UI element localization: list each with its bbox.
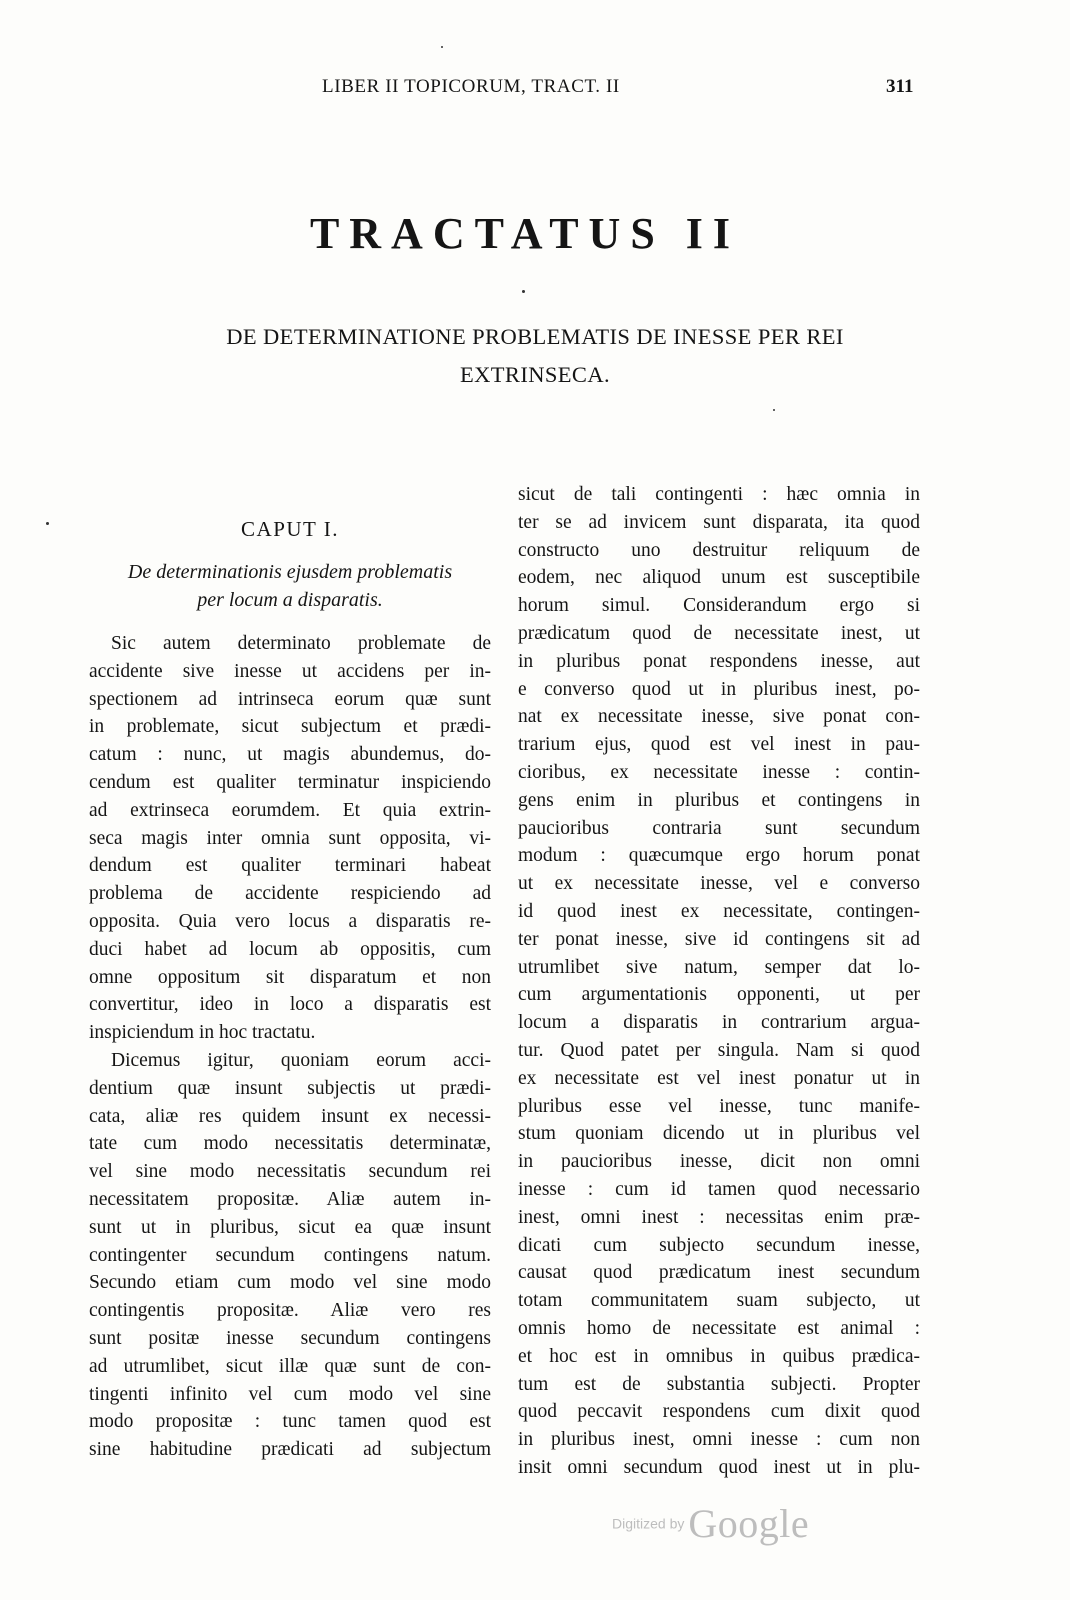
running-head	[0, 76, 1070, 106]
tract-subtitle-line: DE DETERMINATIONE PROBLEMATIS DE INESSE PER REI	[226, 324, 844, 349]
left-column	[89, 481, 491, 1464]
text-line: locum a disparatis in contrarium argua-	[518, 1012, 920, 1034]
text-line: paucioribus contraria sunt secundum	[518, 817, 920, 839]
text-line: sicut de tali contingenti : hæc omnia in	[518, 484, 920, 505]
running-title: LIBER II TOPICORUM, TRACT. II	[322, 76, 620, 97]
text-line: utrumlibet sive natum, semper dat lo-	[518, 956, 920, 978]
text-line: ad utrumlibet, sicut illæ quæ sunt de con-	[89, 1355, 491, 1377]
watermark	[612, 1500, 809, 1550]
text-line: contingentis propositæ. Aliæ vero res	[89, 1300, 491, 1322]
text-line: modo propositæ : tunc tamen quod est	[89, 1411, 491, 1433]
text-line: in paucioribus inesse, dicit non omni	[518, 1151, 920, 1173]
speck	[441, 46, 443, 48]
text-line: Sic autem determinato problemate de	[111, 633, 491, 654]
text-line: convertitur, ideo in loco a disparatis est	[89, 994, 491, 1016]
tract-subtitle	[120, 318, 950, 394]
text-line: problema de accidente respiciendo ad	[89, 883, 491, 905]
text-line: horum simul. Considerandum ergo si	[518, 595, 920, 617]
text-line: et hoc est in omnibus in quibus prædica-	[518, 1345, 920, 1367]
tract-subtitle-line: EXTRINSECA.	[459, 362, 611, 387]
speck	[46, 522, 49, 525]
text-line: Secundo etiam cum modo vel sine modo	[89, 1272, 491, 1294]
text-line: dendum est qualiter terminari habeat	[89, 855, 491, 877]
text-line: tate cum modo necessitatis determinatæ,	[89, 1133, 491, 1155]
chapter-subtitle-line: De determinationis ejusdem problematis	[127, 561, 453, 583]
text-line: tingenti infinito vel cum modo vel sine	[89, 1383, 491, 1405]
text-line: sunt ut in pluribus, sicut ea quæ insunt	[89, 1216, 491, 1238]
speck	[773, 409, 775, 411]
text-line: gens enim in pluribus et contingens in	[518, 789, 920, 811]
text-line: ter se ad invicem sunt disparata, ita quod	[518, 511, 920, 533]
page-number: 311	[886, 76, 914, 97]
text-line: sine habitudine prædicati ad subjectum	[89, 1439, 491, 1461]
text-line: causat quod prædicatum inest secundum	[518, 1262, 920, 1284]
text-line: duci habet ad locum ab oppositis, cum	[89, 938, 491, 960]
text-line: vel sine modo necessitatis secundum rei	[89, 1161, 491, 1183]
ornament-dot	[522, 290, 525, 293]
right-column-text	[518, 481, 920, 1482]
chapter-subtitle	[89, 558, 491, 614]
text-line: opposita. Quia vero locus a disparatis re-	[89, 910, 491, 932]
text-line: ex necessitate est vel inest ponatur ut in	[518, 1067, 920, 1089]
text-line: cata, aliæ res quidem insunt ex necessi-	[89, 1105, 491, 1127]
text-line: prædicatum quod de necessitate inest, ut	[518, 622, 920, 644]
text-line: eodem, nec aliquod unum est susceptibile	[518, 567, 920, 589]
text-line: ter ponat inesse, sive id contingens sit ad	[518, 928, 920, 950]
left-column-text	[89, 630, 491, 1464]
text-line: in problemate, sicut subjectum et prædi-	[89, 716, 491, 738]
text-line: Dicemus igitur, quoniam eorum acci-	[111, 1049, 491, 1071]
text-line: catum : nunc, ut magis abundemus, do-	[89, 744, 491, 766]
text-line: cum argumentationis opponenti, ut per	[518, 984, 920, 1006]
text-line: nat ex necessitate inesse, sive ponat con-	[518, 706, 920, 728]
text-line: necessitatem propositæ. Aliæ autem in-	[89, 1188, 491, 1210]
text-line: dentium quæ insunt subjectis ut prædi-	[89, 1077, 491, 1099]
text-line: dicati cum subjecto secundum inesse,	[518, 1234, 920, 1256]
text-line: omne oppositum sit disparatum et non	[89, 966, 491, 988]
text-line: inest, omni inest : necessitas enim præ-	[518, 1206, 920, 1228]
text-line: id quod inest ex necessitate, contingen-	[518, 900, 920, 922]
text-line: sunt positæ inesse secundum contingens	[89, 1327, 491, 1349]
text-line: in pluribus inest, omni inesse : cum non	[518, 1429, 920, 1451]
text-line: tur. Quod patet per singula. Nam si quod	[518, 1039, 920, 1061]
text-line: totam communitatem suam subjecto, ut	[518, 1290, 920, 1312]
chapter-title: CAPUT I.	[241, 517, 339, 541]
text-line: pluribus esse vel inesse, tunc manife-	[518, 1095, 920, 1117]
watermark-brand: Google	[688, 1501, 810, 1546]
text-line: tum est de substantia subjecti. Propter	[518, 1373, 920, 1395]
text-line: insit omni secundum quod inest ut in plu-	[518, 1456, 920, 1478]
text-line: spectionem ad intrinseca eorum quæ sunt	[89, 688, 491, 710]
text-line: seca magis inter omnia sunt opposita, vi-	[89, 827, 491, 849]
text-line: omnis homo de necessitate est animal :	[518, 1317, 920, 1339]
tract-heading: TRACTATUS II	[309, 209, 741, 258]
text-line: modum : quæcumque ergo horum ponat	[518, 845, 920, 867]
text-line: ut ex necessitate inesse, vel e converso	[518, 873, 920, 895]
right-column	[518, 481, 920, 1482]
text-line: contingenter secundum contingens natum.	[89, 1244, 491, 1266]
text-line: cioribus, ex necessitate inesse : contin-	[518, 761, 920, 783]
text-line: inspiciendum in hoc tractatu.	[89, 1022, 316, 1044]
text-line: inesse : cum id tamen quod necessario	[518, 1178, 920, 1200]
text-line: ad extrinseca eorumdem. Et quia extrin-	[89, 799, 491, 821]
text-line: e converso quod ut in pluribus inest, po-	[518, 678, 920, 700]
text-line: in pluribus ponat respondens inesse, aut	[518, 650, 920, 672]
text-line: cendum est qualiter terminatur inspiciendo	[89, 771, 491, 793]
text-line: quod peccavit respondens cum dixit quod	[518, 1401, 920, 1423]
text-line: constructo uno destruitur reliquum de	[518, 539, 920, 561]
chapter-subtitle-line: per locum a disparatis.	[197, 589, 383, 611]
watermark-prefix: Digitized by	[612, 1515, 685, 1532]
text-line: trarium ejus, quod est vel inest in pau-	[518, 734, 920, 756]
text-line: accidente sive inesse ut accidens per in-	[89, 660, 491, 682]
text-line: stum quoniam dicendo ut in pluribus vel	[518, 1123, 920, 1145]
